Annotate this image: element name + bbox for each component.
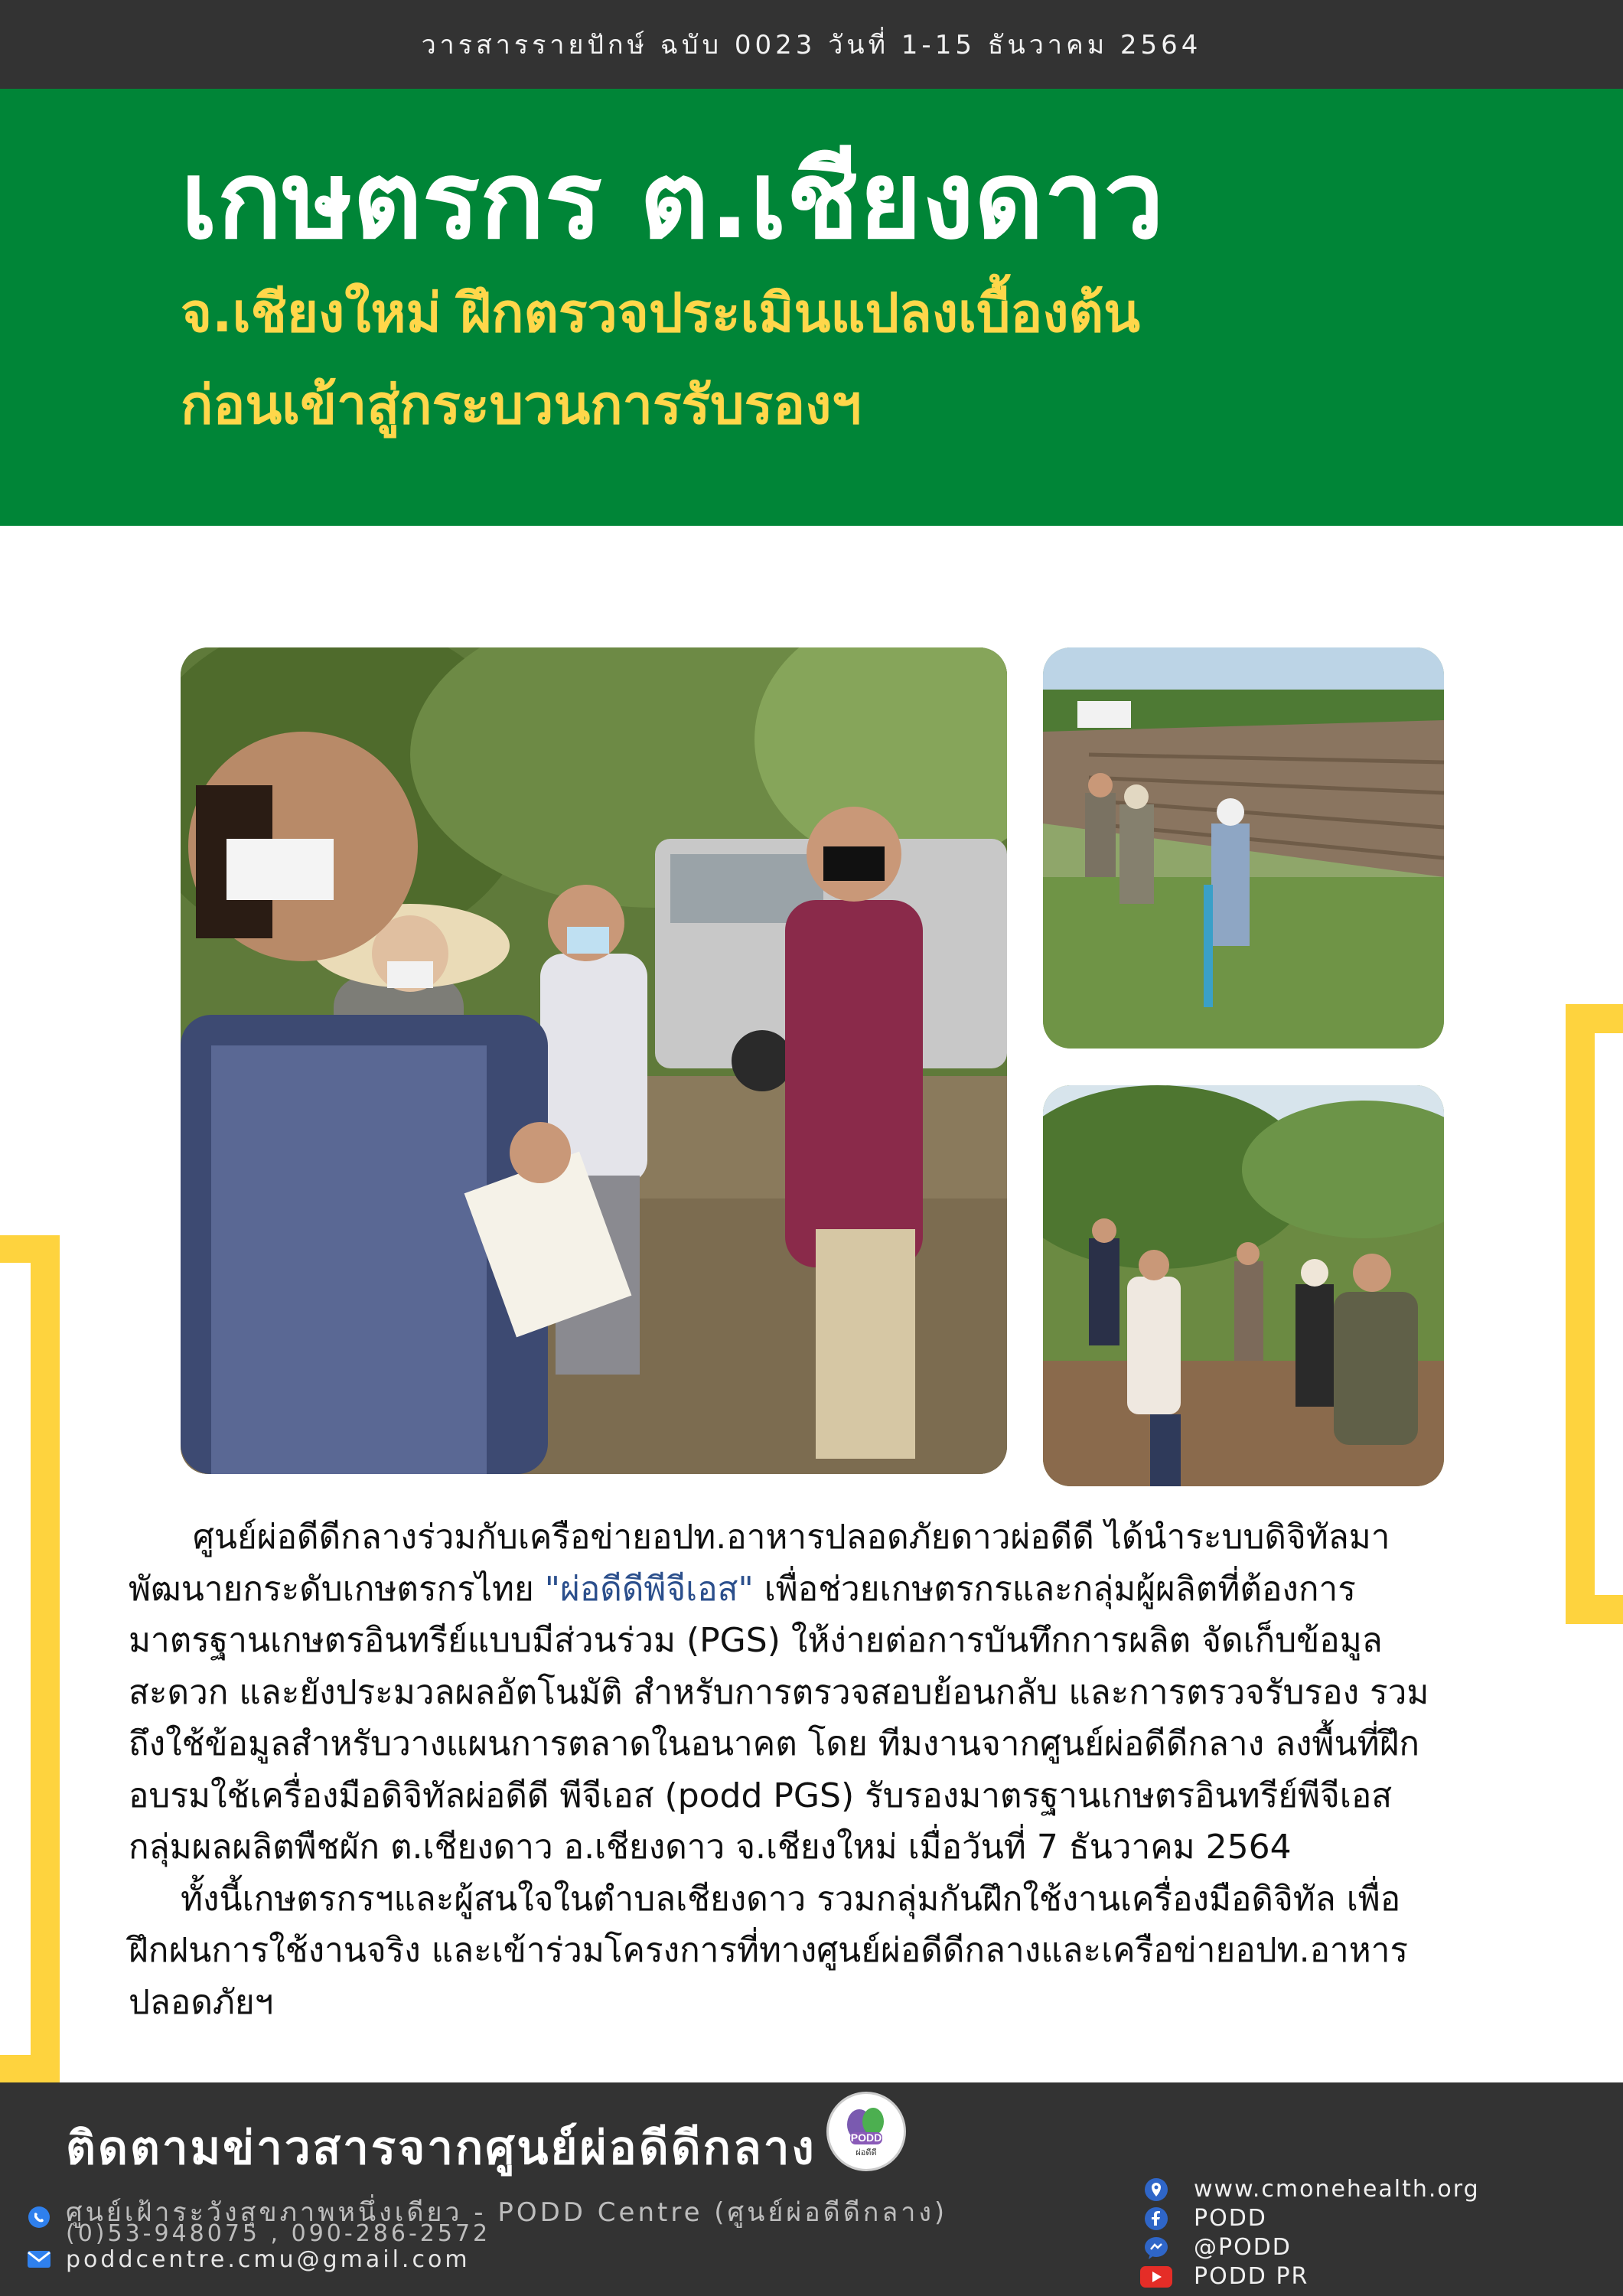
right-accent-bracket — [1566, 1004, 1623, 1624]
logo-text: PODD — [850, 2131, 882, 2144]
email-icon — [26, 2246, 52, 2272]
website-url: www.cmonehealth.org — [1194, 2176, 1480, 2203]
youtube-link[interactable] — [1137, 2263, 1566, 2291]
article-paragraph-1 — [129, 1512, 1552, 1874]
issue-line: วารสารรายปักษ์ ฉบับ 0023 วันที่ 1-15 ธันวาคม 2564 — [421, 30, 1202, 60]
article-line: ทั้งนี้เกษตรกรฯและผู้สนใจในตำบลเชียงดาว รวมกลุ่มกันฝึกใช้งานเครื่องมือดิจิทัล เพื่อ — [181, 1879, 1401, 1919]
footer-phone: (0)53-948075 , 090-286-2572 — [66, 2220, 491, 2247]
article-line: สะดวก และยังประมวลผลอัตโนมัติ สำหรับการตรวจสอบย้อนกลับ และการตรวจรับรอง รวม — [129, 1672, 1429, 1712]
article-line: กลุ่มผลผลิตพืชผัก ต.เชียงดาว อ.เชียงดาว จ.เชียงใหม่ เมื่อวันที่ 7 ธันวาคม 2564 — [129, 1828, 1292, 1867]
article-body — [129, 1512, 1552, 2028]
article-line: ฝึกฝนการใช้งานจริง และเข้าร่วมโครงการที่ทางศูนย์ผ่อดีดีกลางและเครือข่ายอปท.อาหาร — [129, 1931, 1409, 1970]
messenger-link[interactable] — [1137, 2234, 1566, 2262]
logo-subtext: ผ่อดีดี — [855, 2148, 877, 2157]
footer-contact-bar — [0, 2082, 1623, 2296]
facebook-handle: PODD — [1194, 2205, 1267, 2232]
photo-field-inspection — [1043, 647, 1444, 1049]
issue-header-bar — [0, 0, 1623, 89]
messenger-icon — [1137, 2234, 1175, 2262]
podd-logo — [826, 2092, 906, 2171]
whatsapp-icon — [26, 2205, 52, 2231]
article-line: ถึงใช้ข้อมูลสำหรับวางแผนการตลาดในอนาคต โดย ทีมงานจากศูนย์ผ่อดีดีกลาง ลงพื้นที่ฝึก — [129, 1724, 1420, 1763]
facebook-link[interactable] — [1137, 2205, 1566, 2232]
app-name-highlight: "ผ่อดีดีพีจีเอส" — [544, 1569, 754, 1609]
article-text: เพื่อช่วยเกษตรกรและกลุ่มผู้ผลิตที่ต้องการ — [753, 1569, 1356, 1609]
article-line — [129, 1564, 1552, 1616]
headline-subtitle-line-1: จ.เชียงใหม่ ฝึกตรวจประเมินแปลงเบื้องต้น — [181, 282, 1140, 344]
website-link[interactable] — [1137, 2176, 1566, 2203]
article-line: มาตรฐานเกษตรอินทรีย์แบบมีส่วนร่วม (PGS) ให้ง่ายต่อการบันทึกการผลิต จัดเก็บข้อมูล — [129, 1621, 1383, 1660]
facebook-icon — [1137, 2205, 1175, 2232]
footer-title: ติดตามข่าวสารจากศูนย์ผ่อดีดีกลาง — [66, 2122, 816, 2175]
left-accent-bracket — [0, 1235, 60, 2082]
article-paragraph-2 — [129, 1874, 1552, 2029]
location-pin-icon — [1137, 2176, 1175, 2203]
headline-subtitle-line-2: ก่อนเข้าสู่กระบวนการรับรองฯ — [181, 373, 862, 436]
footer-org-name: ศูนย์เฝ้าระวังสุขภาพหนึ่งเดียว - PODD Centre (ศูนย์ผ่อดีดีกลาง) — [66, 2197, 948, 2228]
youtube-icon — [1137, 2263, 1175, 2291]
headline-title: เกษตรกร ต.เชียงดาว — [181, 139, 1165, 263]
title-banner — [0, 89, 1623, 526]
photo-group-walkthrough — [1043, 1085, 1444, 1486]
article-text: พัฒนายกระดับเกษตรกรไทย — [129, 1569, 545, 1609]
footer-email: poddcentre.cmu@gmail.com — [66, 2246, 471, 2273]
article-line: ปลอดภัยฯ — [129, 1982, 274, 2022]
main-photo-field-training — [181, 647, 1007, 1474]
youtube-channel: PODD PR — [1194, 2263, 1309, 2290]
messenger-handle: @PODD — [1194, 2234, 1292, 2261]
article-line: อบรมใช้เครื่องมือดิจิทัลผ่อดีดี พีจีเอส (podd PGS) รับรองมาตรฐานเกษตรอินทรีย์พีจีเอส — [129, 1776, 1393, 1815]
article-line: ศูนย์ผ่อดีดีกลางร่วมกับเครือข่ายอปท.อาหารปลอดภัยดาวผ่อดีดี ได้นำระบบดิจิทัลมา — [193, 1518, 1390, 1557]
